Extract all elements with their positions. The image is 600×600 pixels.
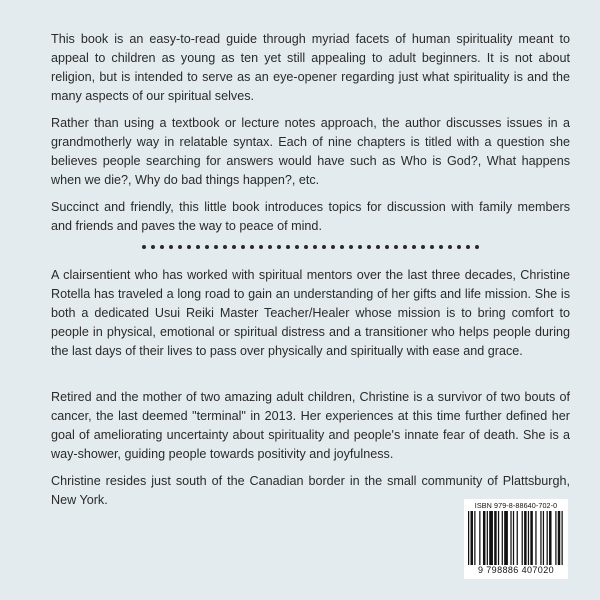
divider-dot bbox=[457, 245, 461, 249]
divider-dot bbox=[439, 245, 443, 249]
divider-dot bbox=[412, 245, 416, 249]
barcode-bar bbox=[549, 511, 551, 565]
barcode-bar bbox=[510, 511, 511, 565]
divider-dot bbox=[277, 245, 281, 249]
barcode-bar bbox=[547, 511, 548, 565]
divider-dot bbox=[385, 245, 389, 249]
barcode-bar bbox=[502, 511, 503, 565]
barcode-bar bbox=[528, 511, 529, 565]
barcode-bar bbox=[513, 511, 514, 565]
divider-dot bbox=[232, 245, 236, 249]
divider-dot bbox=[259, 245, 263, 249]
divider-dot bbox=[250, 245, 254, 249]
author-bio-paragraph-2: Retired and the mother of two amazing adult children, Christine is a survivor of two bouts of cancer, the last deemed "terminal" in 2013. Her experiences at this time further defined her goal of ameliorating uncertainty about spirituality and people's innate fear of death. She is a way-shower, guiding people towards positivity and joyfulness. bbox=[51, 390, 570, 462]
divider-dot bbox=[295, 245, 299, 249]
barcode-bars bbox=[468, 511, 564, 565]
divider-dot bbox=[241, 245, 245, 249]
divider-dot bbox=[331, 245, 335, 249]
divider-dot bbox=[187, 245, 191, 249]
barcode-bar bbox=[540, 511, 541, 565]
divider-dot bbox=[169, 245, 173, 249]
divider-dot bbox=[268, 245, 272, 249]
divider-dot bbox=[160, 245, 164, 249]
barcode-bar bbox=[555, 511, 556, 565]
barcode-bar bbox=[562, 511, 563, 565]
divider-dot bbox=[196, 245, 200, 249]
barcode-bar bbox=[517, 511, 518, 565]
barcode-bar bbox=[494, 511, 496, 565]
barcode-bar bbox=[522, 511, 523, 565]
divider-dot bbox=[421, 245, 425, 249]
barcode-bar bbox=[468, 511, 469, 565]
divider-dot bbox=[358, 245, 362, 249]
book-description-paragraph-1: This book is an easy-to-read guide through myriad facets of human spirituality meant to appeal to children as young as ten yet still appealing to adult beginners. It is not about religion, but is intended to serve as an eye-opener regarding just what spirituality is and the many aspects of our spiritual selves. bbox=[51, 32, 570, 104]
divider-dot bbox=[223, 245, 227, 249]
divider-dot bbox=[349, 245, 353, 249]
barcode-bar bbox=[479, 511, 480, 565]
divider-dot bbox=[448, 245, 452, 249]
divider-dot bbox=[340, 245, 344, 249]
divider-dot bbox=[151, 245, 155, 249]
divider-dot bbox=[214, 245, 218, 249]
barcode-bar bbox=[530, 511, 532, 565]
divider-dot bbox=[466, 245, 470, 249]
divider-dot bbox=[475, 245, 479, 249]
divider-dot bbox=[286, 245, 290, 249]
divider-dot bbox=[304, 245, 308, 249]
isbn-barcode bbox=[464, 499, 568, 579]
barcode-bar bbox=[498, 511, 499, 565]
dot-divider bbox=[141, 242, 483, 252]
divider-dot bbox=[142, 245, 146, 249]
divider-dot bbox=[178, 245, 182, 249]
author-bio-paragraph-1: A clairsentient who has worked with spiritual mentors over the last three decades, Christine Rotella has traveled a long road to gain an understanding of her gifts and life mission. She is both a dedicated Usui Reiki Master Teacher/Healer whose mission is to bring comfort to people in physical, emotional or spiritual distress and a transitioner who helps people during the last days of their lives to pass over physically and spiritually with ease and grace. bbox=[51, 268, 570, 359]
barcode-bar bbox=[487, 511, 488, 565]
barcode-bar bbox=[483, 511, 485, 565]
author-bio-paragraph-3: Christine resides just south of the Canadian border in the small community of Plattsburgh, New York. bbox=[51, 474, 570, 508]
divider-dot bbox=[205, 245, 209, 249]
isbn-label: ISBN 979-8-88640-702-0 bbox=[474, 501, 558, 510]
barcode-bar bbox=[558, 511, 560, 565]
barcode-number: 9 798886 407020 bbox=[477, 565, 555, 575]
barcode-bar bbox=[489, 511, 493, 565]
divider-dot bbox=[313, 245, 317, 249]
barcode-bar bbox=[504, 511, 508, 565]
divider-dot bbox=[403, 245, 407, 249]
barcode-bar bbox=[474, 511, 475, 565]
divider-dot bbox=[367, 245, 371, 249]
divider-dot bbox=[430, 245, 434, 249]
divider-dot bbox=[322, 245, 326, 249]
divider-dot bbox=[376, 245, 380, 249]
book-description-paragraph-2: Rather than using a textbook or lecture notes approach, the author discusses issues in a grandmotherly way in relatable syntax. Each of nine chapters is titled with a question she believes people searching for answers would have such as Who is God?, What happens when we die?, Why do bad things happen?, etc. bbox=[51, 116, 570, 188]
barcode-bar bbox=[535, 511, 536, 565]
barcode-bar bbox=[470, 511, 472, 565]
barcode-bar bbox=[524, 511, 526, 565]
barcode-bar bbox=[543, 511, 544, 565]
book-description-paragraph-3: Succinct and friendly, this little book introduces topics for discussion with family members and friends and paves the way to peace of mind. bbox=[51, 200, 570, 234]
divider-dot bbox=[394, 245, 398, 249]
